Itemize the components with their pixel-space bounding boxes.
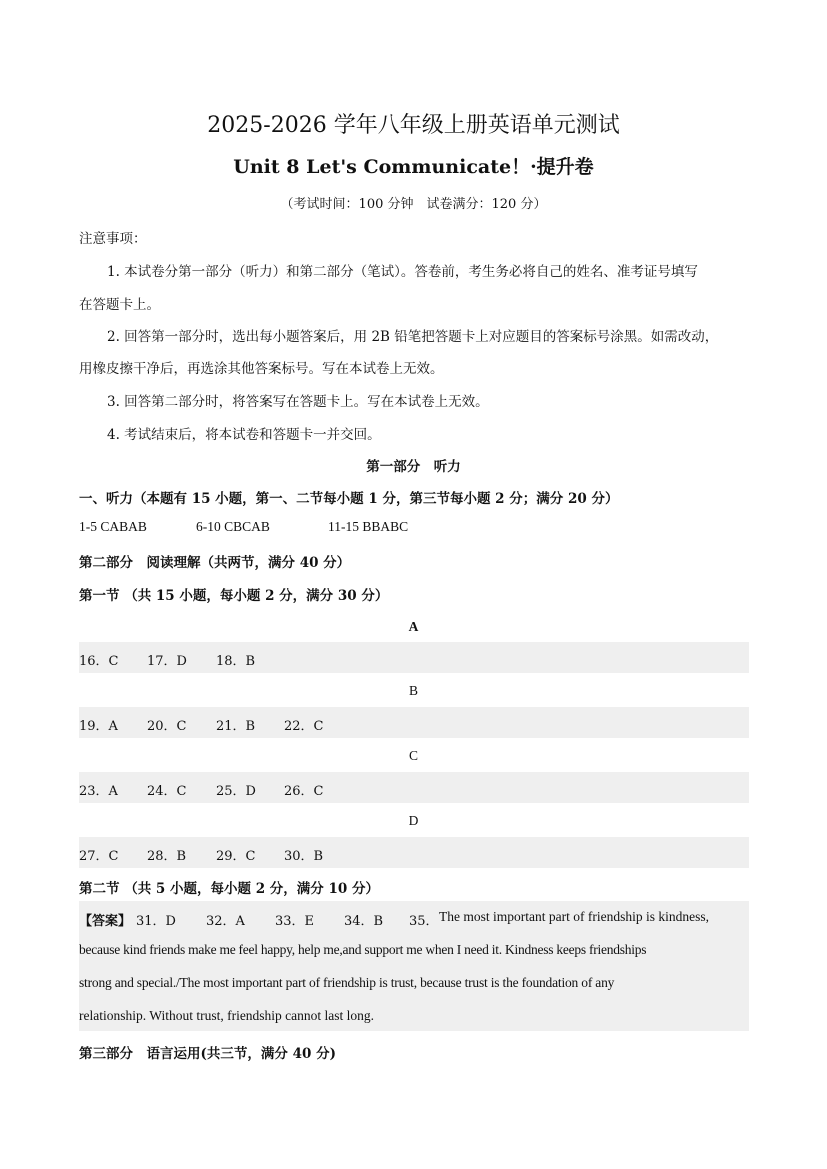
answer-21: 21．B [216,719,256,734]
passage-c-answer-row [79,772,749,803]
part-2-heading: 第二部分 阅读理解（共两节，满分 40 分） [79,555,351,571]
answer-33: 33．E [275,914,315,929]
passage-c-label: C [408,748,418,763]
answer-24: 24．C [147,784,187,799]
listening-answer-11-15: 11-15 BBABC [328,519,409,534]
passage-b-answer-row [79,707,749,738]
answer-29: 29．C [216,849,256,864]
answer-27: 27．C [79,849,119,864]
answer-28: 28．B [147,849,187,864]
passage-a-label: A [408,619,419,634]
answer-23: 23．A [79,784,118,799]
passage-d-answer-row [79,837,749,868]
listening-answer-6-10: 6-10 CBCAB [196,519,270,534]
part-1-heading: 第一部分 听力 [366,459,461,475]
section-2-answer-block [79,901,749,1031]
answer-tag: 【答案】 [79,914,132,929]
notice-item-1-line-2: 在答题卡上。 [79,297,160,313]
answer-30: 30．B [284,849,324,864]
listening-section-title: 一、听力（本题有 15 小题，第一、二节每小题 1 分，第三节每小题 2 分；满分 20 分） [79,491,619,507]
page-title: 2025-2026 学年八年级上册英语单元测试 [207,113,620,138]
answer-20: 20．C [147,719,187,734]
reading-section-2-title: 第二节 （共 5 小题，每小题 2 分，满分 10 分） [79,881,379,897]
page-subtitle: Unit 8 Let's Communicate！·提升卷 [233,156,594,178]
reading-section-1-title: 第一节 （共 15 小题，每小题 2 分，满分 30 分） [79,588,389,604]
answer-35-line-2: because kind friends make me feel happy, help me,and support me when I need it. Kindness keeps friendships [79,942,647,957]
passage-b-label: B [408,683,418,698]
part-3-heading: 第三部分 语言运用(共三节，满分 40 分) [79,1046,336,1062]
answer-16: 16．C [79,654,119,669]
exam-time-info: （考试时间：100 分钟 试卷满分：120 分） [280,197,547,212]
notice-item-4: 4. 考试结束后，将本试卷和答题卡一并交回。 [107,427,381,443]
notice-item-2-line-1: 2. 回答第一部分时，选出每小题答案后，用 2B 铅笔把答题卡上对应题目的答案标号涂黑。如需改动， [107,329,719,345]
answer-34: 34．B [344,914,384,929]
answer-26: 26．C [284,784,324,799]
answer-22: 22．C [284,719,324,734]
answer-35-line-3: strong and special./The most important part of friendship is trust, because trust is the foundation of any [79,975,615,990]
answer-25: 25．D [216,784,256,799]
notice-item-2-line-2: 用橡皮擦干净后，再选涂其他答案标号。写在本试卷上无效。 [79,361,444,377]
passage-a-answer-row [79,642,749,673]
listening-answer-1-5: 1-5 CABAB [79,519,147,534]
notice-heading: 注意事项： [79,231,147,247]
answer-35-line-4: relationship. Without trust, friendship cannot last long. [79,1008,375,1023]
answer-35-line-1: The most important part of friendship is kindness, [439,909,709,924]
answer-17: 17．D [147,654,187,669]
notice-item-3: 3. 回答第二部分时，将答案写在答题卡上。写在本试卷上无效。 [107,394,489,410]
answer-18: 18．B [216,654,256,669]
answer-31: 31．D [136,914,176,929]
passage-d-label: D [408,813,419,828]
notice-item-1-line-1: 1. 本试卷分第一部分（听力）和第二部分（笔试）。答卷前，考生务必将自己的姓名、准考证号填写 [107,264,698,280]
answer-19: 19．A [79,719,118,734]
answer-35-number: 35． [409,914,439,929]
answer-32: 32．A [206,914,245,929]
